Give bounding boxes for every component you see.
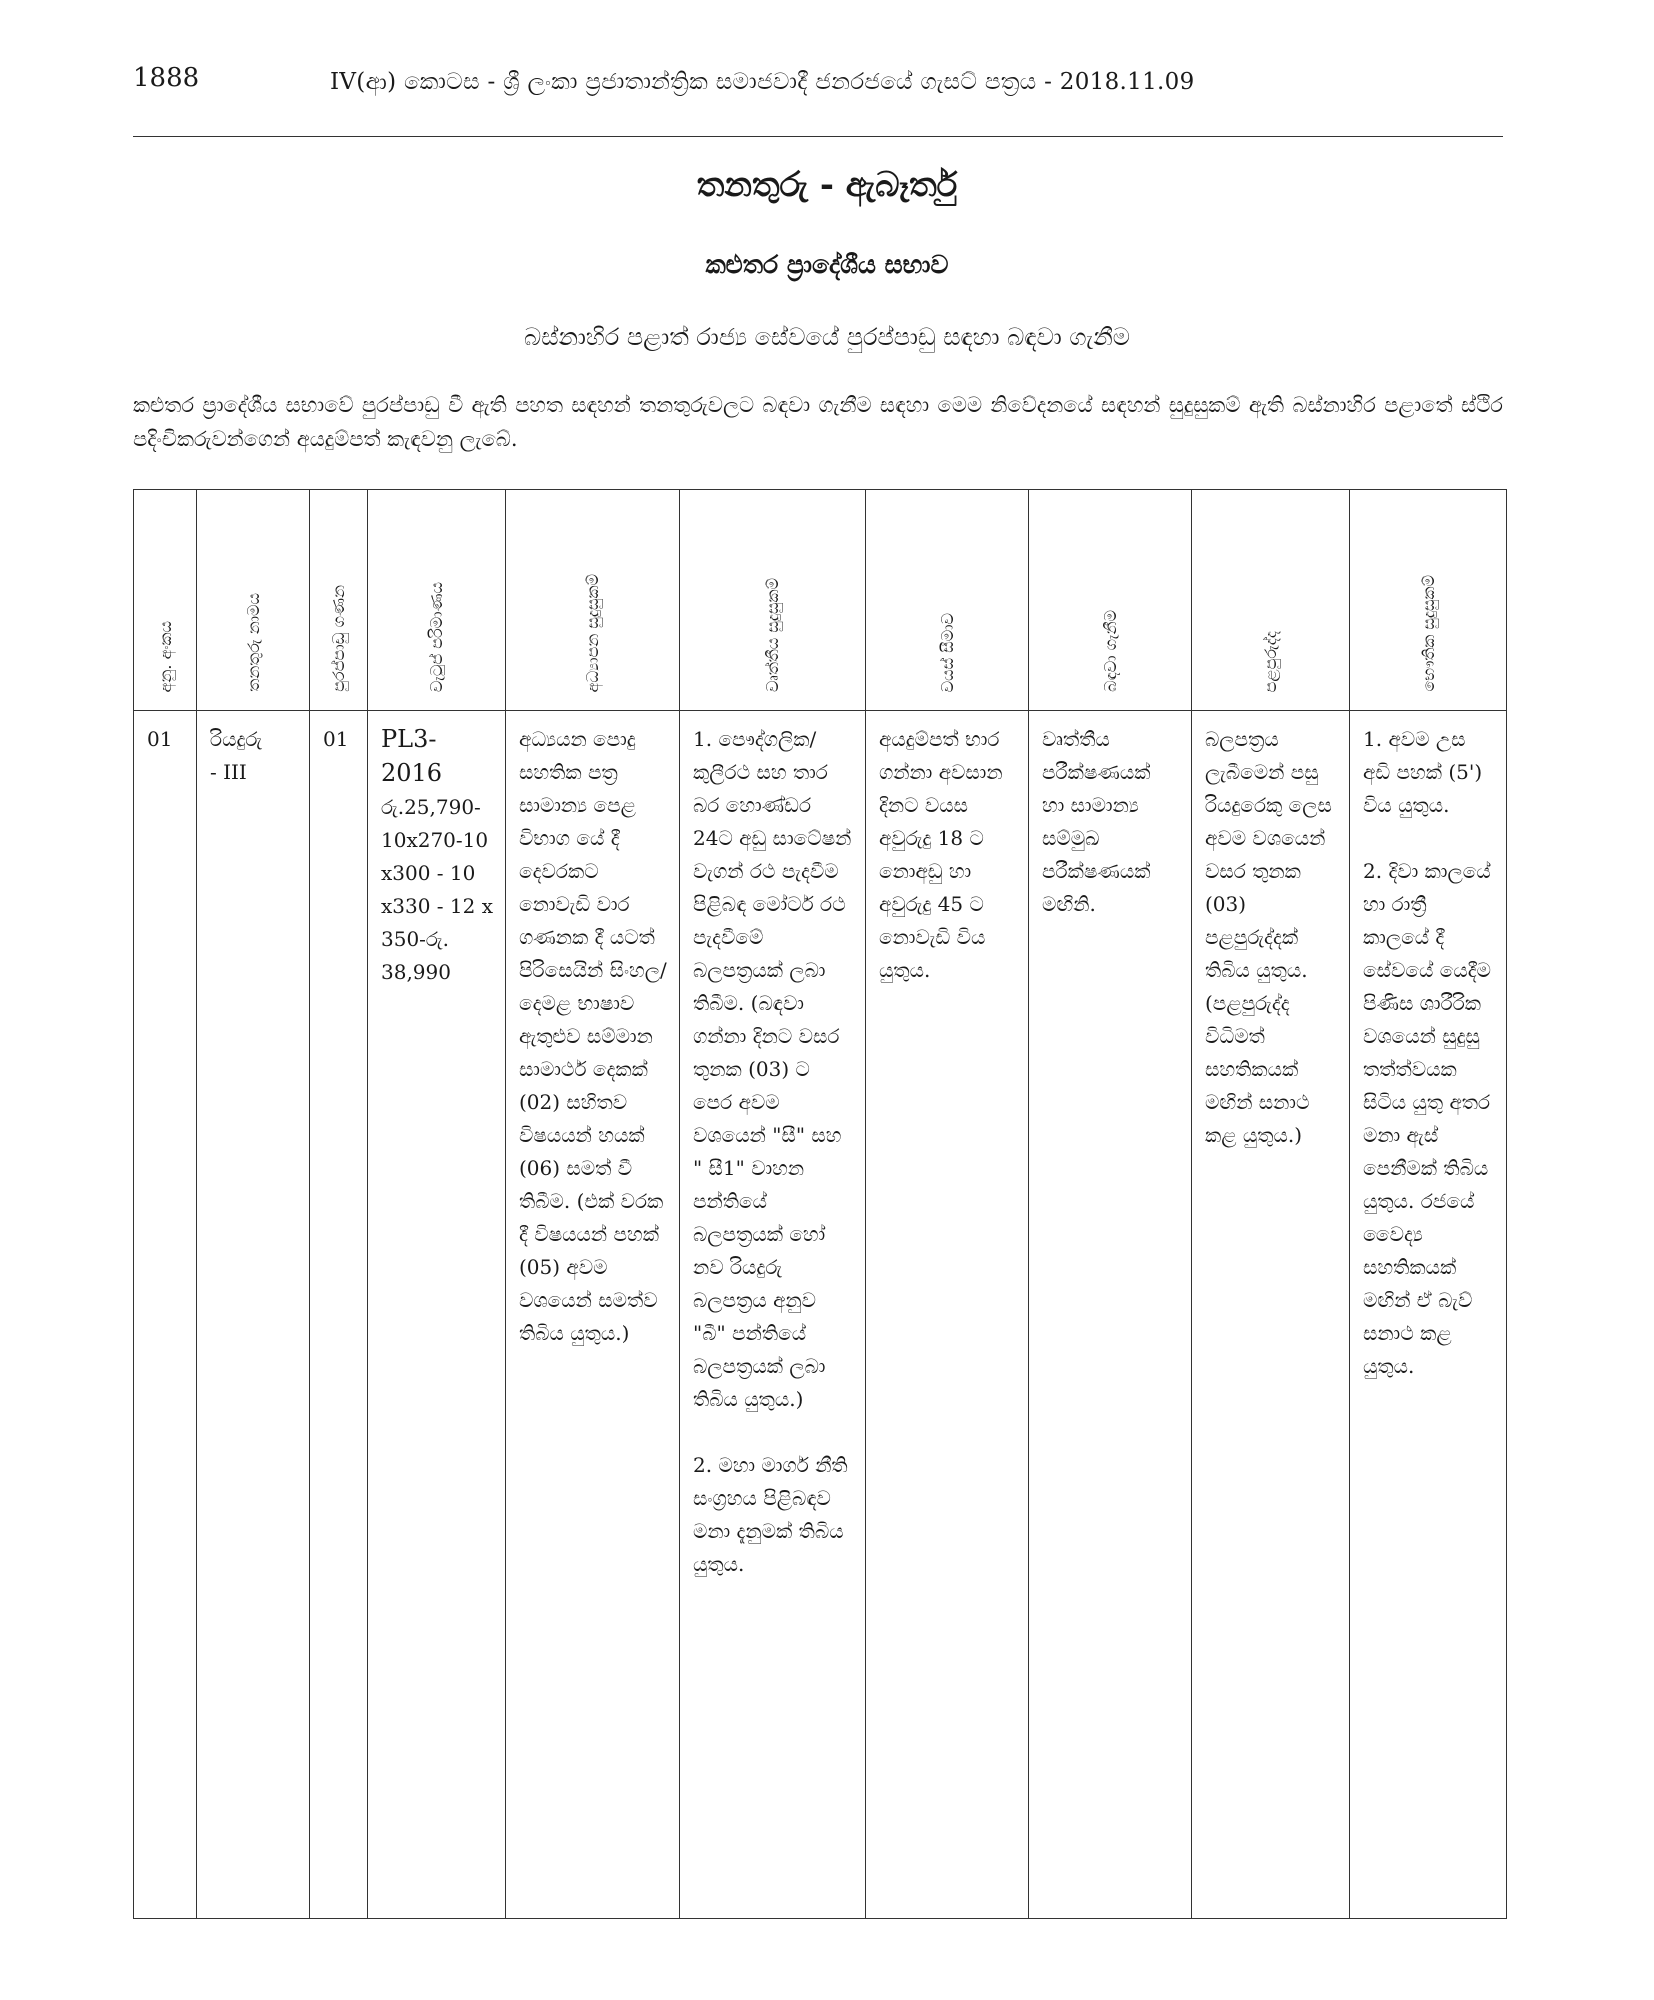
- header-education: අධ්‍යාපන සුදුසුකම්: [506, 490, 680, 711]
- header-post-name: තනතුරු නාමය: [197, 490, 310, 711]
- cell-education: අධ්‍යයන පොදු සහතික පත්‍ර සාමාන්‍ය පෙළ විභාග යේ දී දෙවරකට නොවැඩි වාර ගණනක දී යටත් පිරිසෙයින් සිංහල/දෙමළ භාෂාව ඇතුළුව සම්මාන සාමාර්ථ දෙකක් (02) සහිතව විෂයයන් හයක් (06) සමත් වී තිබීම. (එක් වරක දී විෂයයන් පහක් (05) අවම වශයෙන් සමත්ව තිබිය යුතුය.): [506, 711, 680, 1919]
- header-age-limit: වයස් සීමාව: [866, 490, 1029, 711]
- table-row: [134, 711, 1507, 1919]
- page-number: 1888: [133, 63, 200, 93]
- page-title: තනතුරු - ඇබෑර්තු: [696, 165, 958, 205]
- cell-physical: [1350, 711, 1507, 1919]
- header-experience: පළපුරුද්ද: [1192, 490, 1350, 711]
- cell-age-limit: අයදුම්පත් භාර ගන්නා අවසාන දිනට වයස අවුරුදු 18 ට නොඅඩු හා අවුරුදු 45 ට නොවැඩි විය යුතුය.: [866, 711, 1029, 1919]
- table-header-row: [134, 490, 1507, 711]
- header-physical: භෞතික සුදුසුකම්: [1350, 490, 1507, 711]
- professional-item-2: 2. මහා මාර්ග නීති සංග්‍රහය පිළිබඳව මනා දැනුමක් තිබිය යුතුය.: [693, 1453, 848, 1576]
- header-recruitment: බඳවා ගැනීම: [1029, 490, 1192, 711]
- cell-serial-no: 01: [134, 711, 197, 1919]
- cell-salary-scale: [368, 711, 506, 1919]
- council-name: කළුතර ප්‍රාදේශීය සභාව: [705, 250, 949, 279]
- cell-recruitment: වෘත්තීය පරීක්ෂණයක් හා සාමාන්‍ය සම්මුඛ පරීක්ෂණයක් මඟිනි.: [1029, 711, 1192, 1919]
- gazette-header: IV(ආ) කොටස - ශ්‍රී ලංකා ප්‍රජාතාන්ත්‍රික සමාජවාදී ජනරජයේ ගැසට් පත්‍රය - 2018.11.09: [330, 69, 1195, 95]
- physical-item-1: 1. අවම උස අඩි පහක් (5') විය යුතුය.: [1363, 727, 1483, 817]
- cell-post-name: රියදුරු - III: [197, 711, 310, 1919]
- intro-paragraph: කළුතර ප්‍රාදේශීය සභාවේ පුරප්පාඩු වී ඇති පහත සඳහන් තනතුරුවලට බඳවා ගැනීම සඳහා මෙම නිවේදනයේ සඳහන් සුදුසුකම් ඇති බස්නාහිර පළාතේ ස්ථිර පදිංචිකරුවන්ගෙන් අයදුම්පත් කැඳවනු ලැබේ.: [133, 393, 1503, 451]
- header-professional: වෘත්තීය සුදුසුකම්: [680, 490, 866, 711]
- salary-steps: රු.25,790-10x270-10 x300 - 10 x330 - 12 x 350-රු. 38,990: [381, 795, 494, 984]
- cell-experience: බලපත්‍රය ලැබීමෙන් පසු රියදුරෙකු ලෙස අවම වශයෙන් වසර තුනක (03) පළපුරුද්දක් තිබිය යුතුය. (පළපුරුද්ද විධිමත් සහතිකයක් මඟින් සනාථ කළ යුතුය.): [1192, 711, 1350, 1919]
- vacancy-table: [133, 489, 1507, 1919]
- cell-professional: [680, 711, 866, 1919]
- salary-code: PL3-2016: [381, 725, 443, 787]
- physical-item-2: 2. දිවා කාලයේ හා රාත්‍රී කාලයේ දී සේවයේ යෙදීම පිණිස ශාරීරික වශයෙන් සුදුසු තත්ත්වයක සිටිය යුතු අතර මනා ඇස් පෙනීමක් තිබිය යුතුය. රජයේ වෛද්‍ය සහතිකයක් මඟින් ඒ බැව් සනාථ කළ යුතුය.: [1363, 859, 1491, 1378]
- header-serial-no: අනු. අංකය: [134, 490, 197, 711]
- header-divider: [133, 136, 1503, 137]
- notice-title: බස්නාහිර පළාත් රාජ්‍ය සේවයේ පුරප්පාඩු සඳහා බඳවා ගැනීම: [524, 323, 1130, 351]
- cell-vacancies: 01: [310, 711, 368, 1919]
- header-salary-scale: වැටුප් පරිමාණය: [368, 490, 506, 711]
- professional-item-1: 1. පෞද්ගලික/ කුලීරථ සහ තාර බර හොණ්ඩර 24ට අඩු සාටේෂන් වැගන් රථ පැදවීම පිළිබඳ මෝටර් රථ පැදවීමේ බලපත්‍රයක් ලබා තිබීම. (බඳවා ගන්නා දිනට වසර තුනක (03) ට පෙර අවම වශයෙන් "සී" සහ " සී1" වාහන පන්තියේ බලපත්‍රයක් හෝ නව රියදුරු බලපත්‍රය අනුව "බී" පන්තියේ බලපත්‍රයක් ලබා තිබිය යුතුය.): [693, 727, 852, 1411]
- header-vacancies: පුරප්පාඩු ගණන: [310, 490, 368, 711]
